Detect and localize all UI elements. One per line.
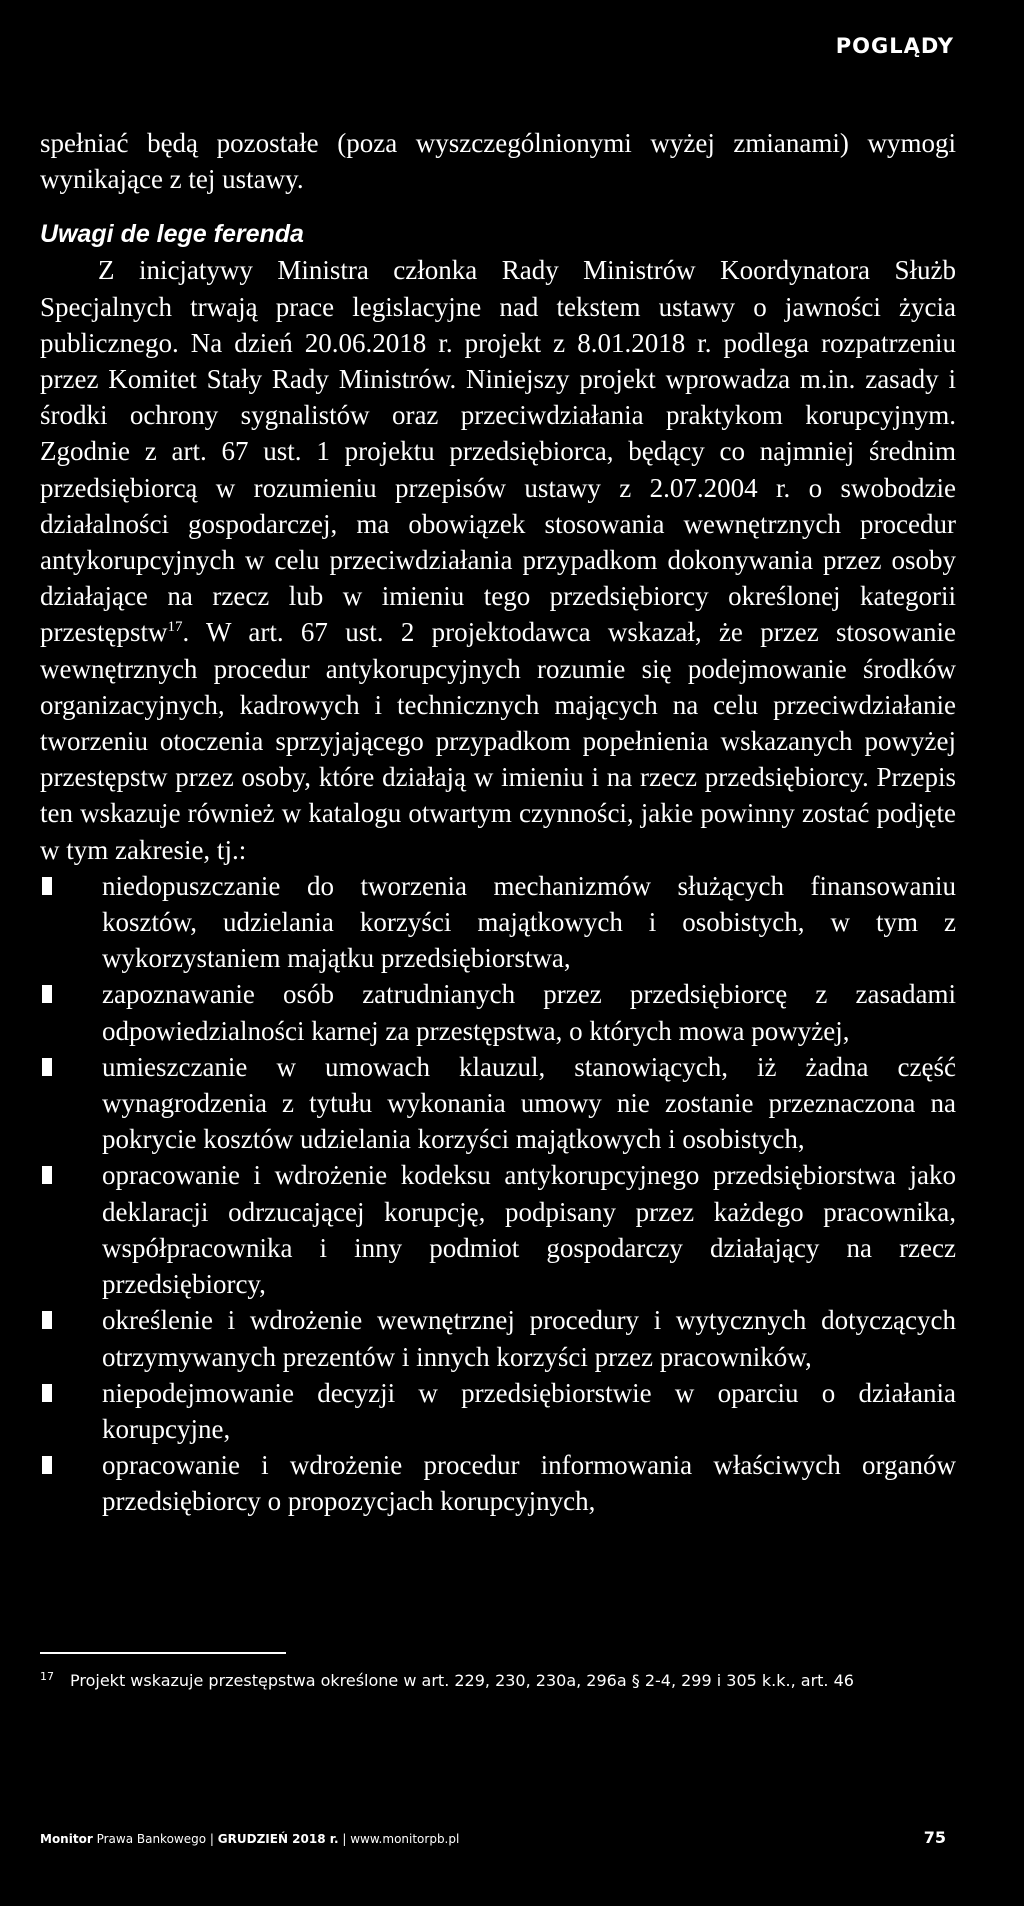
footer-publication-info [40, 1832, 459, 1846]
issue-date: GRUDZIEŃ 2018 r. [217, 1832, 339, 1846]
list-item-text: niepodejmowanie decyzji w przedsiębiorstwie w oparciu o działania korupcyjne, [102, 1377, 956, 1444]
bullet-icon [42, 1311, 52, 1329]
list-item-text: opracowanie i wdrożenie procedur informowania właściwych organów przedsiębiorcy o propozycjach korupcyjnych, [102, 1450, 956, 1517]
bullet-icon [42, 1456, 52, 1474]
list-item-text: umieszczanie w umowach klauzul, stanowiących, iż żadna część wynagrodzenia z tytułu wykonania umowy nie zostanie przeznaczona na pokrycie kosztów udzielania korzyści majątkowych i osobistych, [102, 1051, 956, 1155]
journal-name-rest: Prawa Bankowego [92, 1832, 207, 1846]
website-link[interactable]: www.monitorpb.pl [350, 1832, 460, 1846]
footer-separator: | [209, 1832, 214, 1846]
list-item [40, 976, 956, 1048]
list-item [40, 1447, 956, 1519]
footnote-divider [40, 1652, 286, 1654]
list-item-text: określenie i wdrożenie wewnętrznej procedury i wytycznych dotyczących otrzymywanych prezentów i innych korzyści przez pracowników, [102, 1305, 956, 1372]
list-item [40, 1375, 956, 1447]
journal-name-bold: Monitor [40, 1832, 93, 1846]
page-footer [40, 1828, 946, 1847]
article-body [40, 125, 956, 1520]
list-item [40, 1302, 956, 1374]
section-label: POGLĄDY [835, 34, 954, 58]
bullet-icon [42, 1058, 52, 1076]
footnote [40, 1670, 970, 1692]
list-item [40, 1049, 956, 1158]
paragraph-1 [40, 252, 956, 867]
lead-paragraph: spełniać będą pozostałe (poza wyszczególnionymi wyżej zmianami) wymogi wynikające z tej ustawy. [40, 128, 956, 195]
bullet-list [40, 868, 956, 1520]
footnote-reference[interactable]: 17 [167, 619, 183, 636]
page-number: 75 [923, 1828, 946, 1847]
paragraph-1-continuation: . W art. 67 ust. 2 projektodawca wskazał, że przez stosowanie wewnętrznych procedur antykorupcyjnych rozumie się podejmowanie środków organizacyjnych, kadrowych i technicznych mających na celu przeciwdziałanie tworzeniu otoczenia sprzyjającego przypadkom popełnienia wskazanych powyżej przestępstw przez osoby, które działają w imieniu i na rzecz przedsiębiorcy. Przepis ten wskazuje również w katalogu otwartym czynności, jakie powinny zostać podjęte w tym zakresie, tj.: [40, 617, 956, 865]
list-item-text: zapoznawanie osób zatrudnianych przez przedsiębiorcę z zasadami odpowiedzialności karnej za przestępstwa, o których mowa powyżej, [102, 979, 956, 1046]
list-item-text: opracowanie i wdrożenie kodeksu antykorupcyjnego przedsiębiorstwa jako deklaracji odrzucającej korupcję, podpisany przez każdego pracownika, współpracownika i inny podmiot gospodarczy działający na rzecz przedsiębiorcy, [102, 1160, 956, 1300]
footnote-text: Projekt wskazuje przestępstwa określone w art. 229, 230, 230a, 296a § 2-4, 299 i 305 k.k., art. 46 [70, 1671, 854, 1690]
bullet-icon [42, 1384, 52, 1402]
list-item [40, 868, 956, 977]
footer-separator: | [342, 1832, 347, 1846]
section-heading: Uwagi de lege ferenda [40, 220, 304, 249]
bullet-icon [42, 1166, 52, 1184]
footnote-number: 17 [40, 1669, 54, 1683]
bullet-icon [42, 985, 52, 1003]
bullet-icon [42, 877, 52, 895]
paragraph-1-text: Z inicjatywy Ministra członka Rady Ministrów Koordynatora Służb Specjalnych trwają prace legislacyjne nad tekstem ustawy o jawności życia publicznego. Na dzień 20.06.2018 r. projekt z 8.01.2018 r. podlega rozpatrzeniu przez Komitet Stały Rady Ministrów. Niniejszy projekt wprowadza m.in. zasady i środki ochrony sygnalistów oraz przeciwdziałania praktykom korupcyjnym. Zgodnie z art. 67 ust. 1 projektu przedsiębiorca, będący co najmniej średnim przedsiębiorcą w rozumieniu przepisów ustawy z 2.07.2004 r. o swobodzie działalności gospodarczej, ma obowiązek stosowania wewnętrznych procedur antykorupcyjnych w celu przeciwdziałania przypadkom dokonywania przez osoby działające na rzecz lub w imieniu tego przedsiębiorcy określonej kategorii przestępstw [40, 255, 956, 648]
list-item [40, 1157, 956, 1302]
list-item-text: niedopuszczanie do tworzenia mechanizmów służących finansowaniu kosztów, udzielania korzyści majątkowych i osobistych, w tym z wykorzystaniem majątku przedsiębiorstwa, [102, 870, 956, 974]
